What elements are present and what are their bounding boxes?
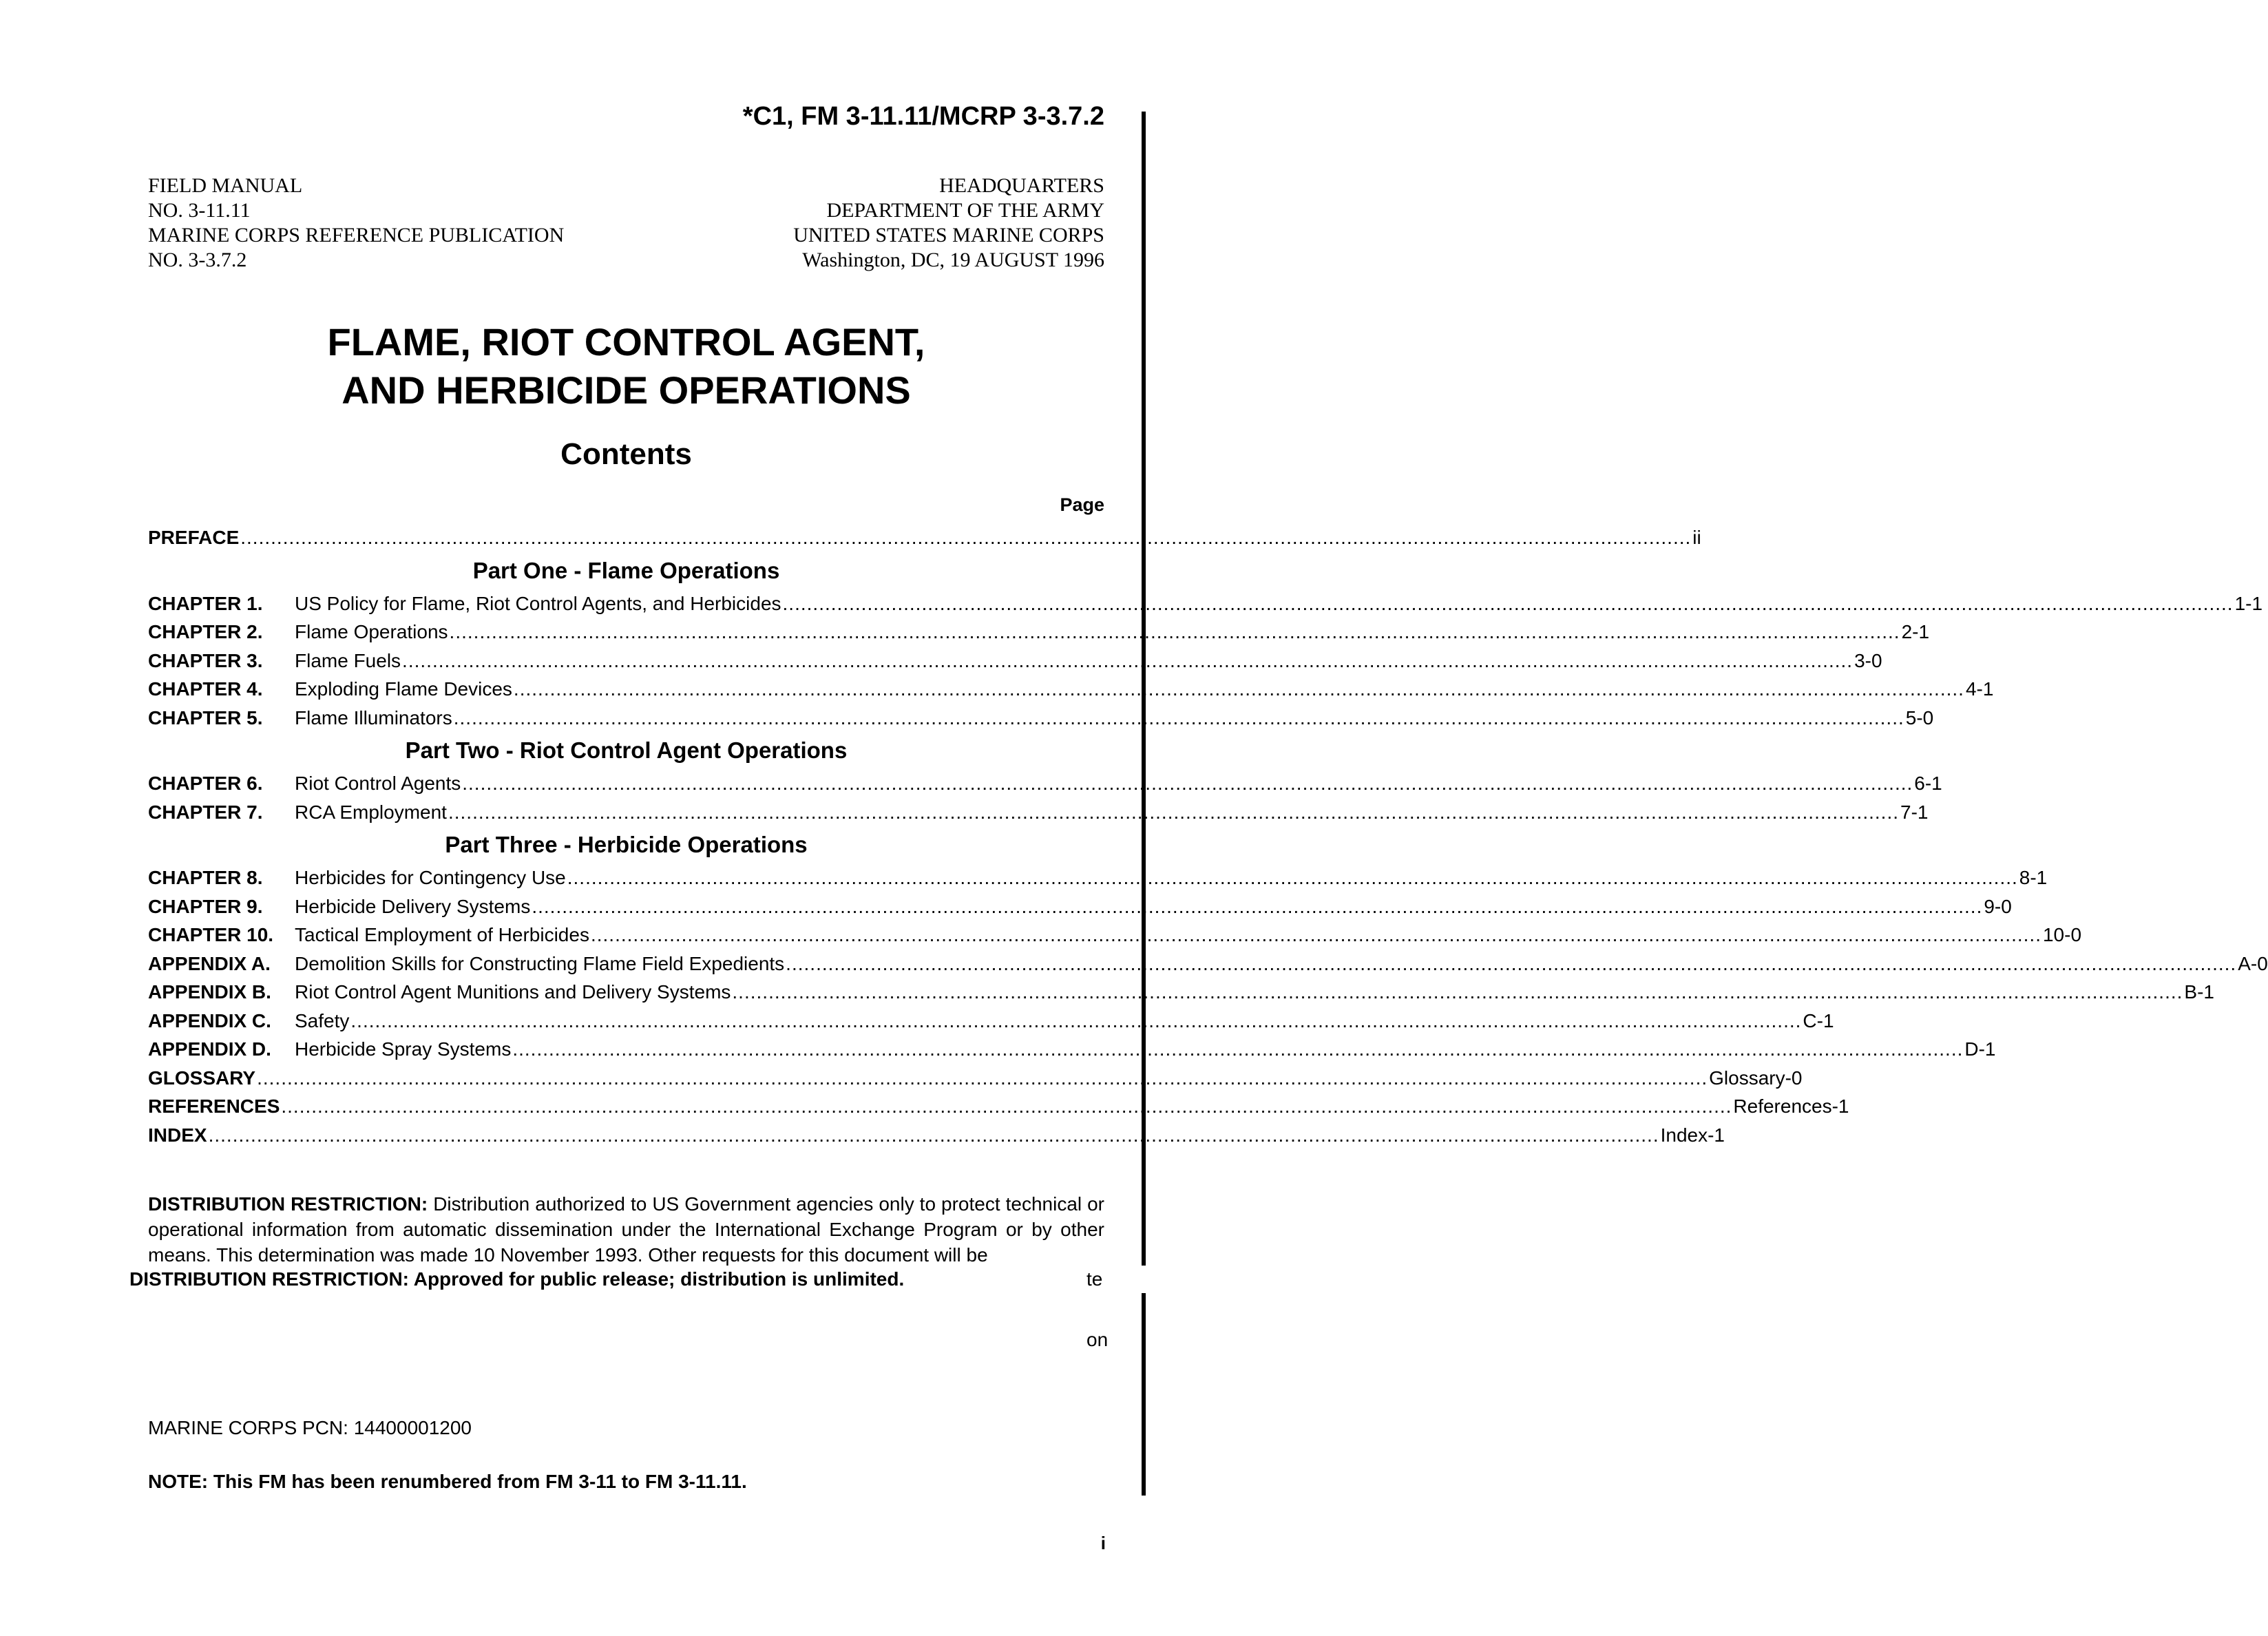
toc-title: Herbicide Spray Systems <box>295 1038 512 1060</box>
toc-page: References-1 <box>1733 1095 1849 1117</box>
toc-entry-glossary[interactable] <box>148 1064 1803 1093</box>
toc-label: CHAPTER 10. <box>148 924 274 945</box>
toc-entry[interactable] <box>148 769 1942 798</box>
toc-label: CHAPTER 6. <box>148 773 263 794</box>
toc-label: REFERENCES <box>148 1095 280 1117</box>
toc-entry[interactable] <box>148 978 2214 1007</box>
original-distribution-restriction <box>148 1191 1104 1266</box>
pcn-text: MARINE CORPS PCN: 14400001200 <box>148 1417 472 1438</box>
dot-leader <box>514 675 1964 704</box>
page-number: i <box>1100 1533 1106 1553</box>
marine-corps-pcn <box>148 1417 472 1445</box>
toc-page: 9-0 <box>1984 895 2012 917</box>
toc-page: C-1 <box>1803 1009 1834 1031</box>
toc-label: APPENDIX C. <box>148 1009 271 1031</box>
toc-label: CHAPTER 1. <box>148 592 263 614</box>
toc-title: Herbicide Delivery Systems <box>295 895 531 917</box>
toc-entry[interactable] <box>148 863 2048 892</box>
headquarters-line: HEADQUARTERS <box>939 174 1104 197</box>
covered-text-fragment: te <box>1086 1268 1103 1290</box>
toc-page: ii <box>1692 527 1701 548</box>
toc-label: CHAPTER 7. <box>148 801 263 823</box>
toc-label: CHAPTER 3. <box>148 649 263 671</box>
toc-page: 3-0 <box>1854 649 1882 671</box>
toc-entry[interactable] <box>148 589 2263 618</box>
dot-leader <box>732 978 2183 1007</box>
dot-leader <box>281 1092 1732 1121</box>
title-line: AND HERBICIDE OPERATIONS <box>342 368 911 412</box>
dot-leader <box>512 1035 1963 1064</box>
toc-entry[interactable] <box>148 618 1930 647</box>
publication-line: NO. 3-3.7.2 <box>148 249 247 271</box>
page-column-label: Page <box>1060 494 1104 515</box>
toc-page: D-1 <box>1964 1038 1996 1060</box>
publication-line: NO. 3-11.11 <box>148 199 251 222</box>
headquarters-line: Washington, DC, 19 AUGUST 1996 <box>802 249 1104 271</box>
toc-label: APPENDIX A. <box>148 952 271 974</box>
toc-entry[interactable] <box>148 647 1882 675</box>
toc-entry[interactable] <box>148 921 2082 950</box>
toc-page: 1-1 <box>2234 592 2263 614</box>
toc-page: 8-1 <box>2019 867 2048 888</box>
dot-leader <box>209 1121 1659 1150</box>
headquarters-line: UNITED STATES MARINE CORPS <box>793 224 1104 247</box>
dot-leader <box>783 589 2234 618</box>
dot-leader <box>454 704 1904 733</box>
part-heading: Part Two - Riot Control Agent Operations <box>405 737 848 763</box>
toc-title: Flame Fuels <box>295 649 401 671</box>
toc-label: CHAPTER 2. <box>148 621 263 642</box>
toc-page: Index-1 <box>1660 1124 1725 1146</box>
toc-title: Flame Illuminators <box>295 706 452 728</box>
dot-leader <box>591 921 2041 950</box>
toc-entry[interactable] <box>148 798 1929 827</box>
toc-label: CHAPTER 4. <box>148 678 263 700</box>
toc-label: CHAPTER 5. <box>148 706 263 728</box>
toc-entry[interactable] <box>148 1007 1834 1036</box>
toc-entry[interactable] <box>148 675 1994 704</box>
toc-label: PREFACE <box>148 527 240 548</box>
toc-page: 5-0 <box>1905 706 1934 728</box>
toc-page: 6-1 <box>1914 773 1942 794</box>
toc-page: 4-1 <box>1965 678 1994 700</box>
part-heading: Part Three - Herbicide Operations <box>445 832 808 857</box>
dot-leader <box>402 647 1853 675</box>
dot-leader <box>786 950 2236 978</box>
toc-label: APPENDIX D. <box>148 1038 271 1060</box>
toc-title: Herbicides for Contingency Use <box>295 867 566 888</box>
toc-page: Glossary-0 <box>1709 1067 1803 1089</box>
toc-title: Tactical Employment of Herbicides <box>295 924 589 945</box>
part-heading: Part One - Flame Operations <box>472 557 780 583</box>
toc-entry[interactable] <box>148 892 2012 921</box>
toc-title: Flame Operations <box>295 621 448 642</box>
dot-leader <box>240 523 1691 552</box>
dot-leader <box>462 769 1913 798</box>
contents-heading: Contents <box>560 437 692 471</box>
headquarters-block <box>793 174 1104 273</box>
toc-entry[interactable] <box>148 704 1934 733</box>
toc-label: GLOSSARY <box>148 1067 256 1089</box>
headquarters-line: DEPARTMENT OF THE ARMY <box>826 199 1104 222</box>
toc-title: Safety <box>295 1009 350 1031</box>
publication-block <box>148 174 564 273</box>
dot-leader <box>532 892 1982 921</box>
toc-title: Riot Control Agent Munitions and Delivery Systems <box>295 981 731 1003</box>
toc-entry-preface[interactable] <box>148 523 1701 552</box>
toc-label: INDEX <box>148 1124 207 1146</box>
toc-entry-index[interactable] <box>148 1121 1725 1150</box>
covered-text-fragment: on <box>1086 1329 1109 1350</box>
renumbering-note: NOTE: This FM has been renumbered from FM 3-11 to FM 3-11.11. <box>148 1471 747 1492</box>
document-title <box>148 318 1104 415</box>
toc-title: Demolition Skills for Constructing Flame Field Expedients <box>295 952 785 974</box>
toc-page: 7-1 <box>1900 801 1929 823</box>
distribution-overlay <box>0 1266 1264 1293</box>
toc-entry-references[interactable] <box>148 1092 1849 1121</box>
dot-leader <box>350 1007 1801 1036</box>
toc-title: RCA Employment <box>295 801 447 823</box>
toc-entry[interactable] <box>148 950 2268 978</box>
title-line: FLAME, RIOT CONTROL AGENT, <box>327 320 925 364</box>
dot-leader <box>448 798 1899 827</box>
distribution-text: Distribution authorized to US Government agencies only to protect technical or operational information from automatic dissemination under the International Exchange Program or by other means. This determination was made 10 November 1993. Other requests for this document will be <box>148 1193 1104 1266</box>
distribution-label: DISTRIBUTION RESTRICTION: <box>148 1193 428 1215</box>
dot-leader <box>257 1064 1708 1093</box>
toc-page: B-1 <box>2184 981 2214 1003</box>
toc-label: CHAPTER 9. <box>148 895 263 917</box>
toc-page: 10-0 <box>2042 924 2082 945</box>
toc-page: 2-1 <box>1901 621 1930 642</box>
toc-page: A-0 <box>2238 952 2268 974</box>
toc-entry[interactable] <box>148 1035 1996 1064</box>
document-id: *C1, FM 3-11.11/MCRP 3-3.7.2 <box>742 102 1104 131</box>
publication-line: FIELD MANUAL <box>148 174 303 197</box>
dot-leader <box>450 618 1900 647</box>
toc-title: Exploding Flame Devices <box>295 678 512 700</box>
toc-label: CHAPTER 8. <box>148 867 263 888</box>
table-of-contents <box>148 523 2268 1149</box>
toc-title: Riot Control Agents <box>295 773 461 794</box>
publication-line: MARINE CORPS REFERENCE PUBLICATION <box>148 224 565 247</box>
dot-leader <box>567 863 2018 892</box>
toc-title: US Policy for Flame, Riot Control Agents, and Herbicides <box>295 592 781 614</box>
toc-label: APPENDIX B. <box>148 981 271 1003</box>
new-distribution-restriction: DISTRIBUTION RESTRICTION: Approved for public release; distribution is unlimited. <box>129 1268 905 1290</box>
